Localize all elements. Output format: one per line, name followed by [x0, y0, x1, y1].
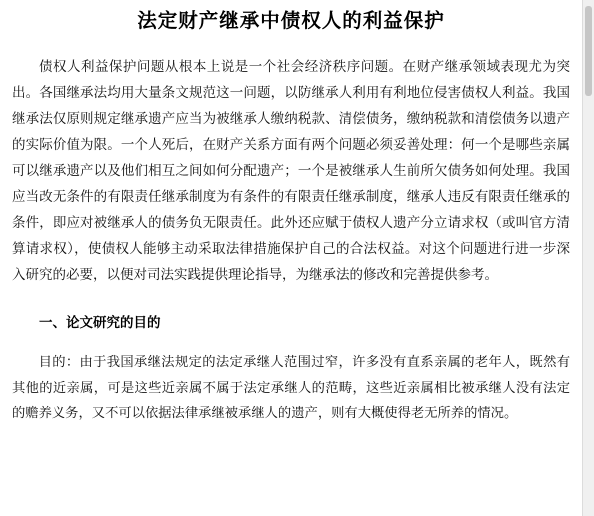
scrollbar-thumb[interactable] [585, 6, 592, 96]
intro-paragraph: 债权人利益保护问题从根本上说是一个社会经济秩序问题。在财产继承领域表现尤为突出。各国继承法均用大量条文规范这一问题，以防继承人利用有利地位侵害债权人利益。我国继承法仅原则规定继承遗产应当为被继承人缴纳税款、清偿债务，缴纳税款和清偿债务以遗产的实际价值为限。一个人死后，在财产关系方面有两个问题必须妥善处理：何一个是哪些亲属可以继承遗产以及他们相互之间如何分配遗产；一个是被继承人生前所欠债务如何处理。我国应当改无条件的有限责任继承制度为有条件的有限责任继承制度，继承人违反有限责任继承的条件，即应对被继承人的债务负无限责任。此外还应赋于债权人遗产分立请求权（或叫官方清算请求权），使债权人能够主动采取法律措施保护自己的合法权益。对这个问题进行进一步深入研究的必要，以便对司法实践提供理论指导，为继承法的修改和完善提供参考。 [12, 59, 570, 283]
section-heading: 一、论文研究的目的 [39, 315, 161, 331]
vertical-scrollbar[interactable] [582, 0, 594, 516]
document-title: 法定财产继承中债权人的利益保护 [137, 9, 445, 32]
section-paragraph: 目的：由于我国承继法规定的法定承继人范围过窄，许多没有直系亲属的老年人，既然有其他的近亲属，可是这些近亲属不属于法定承继人的范畴，这些近亲属相比被承继人没有法定的赡养义务，又不可以依据法律承继被承继人的遗产，则有大概使得老无所养的情况。 [12, 355, 570, 421]
